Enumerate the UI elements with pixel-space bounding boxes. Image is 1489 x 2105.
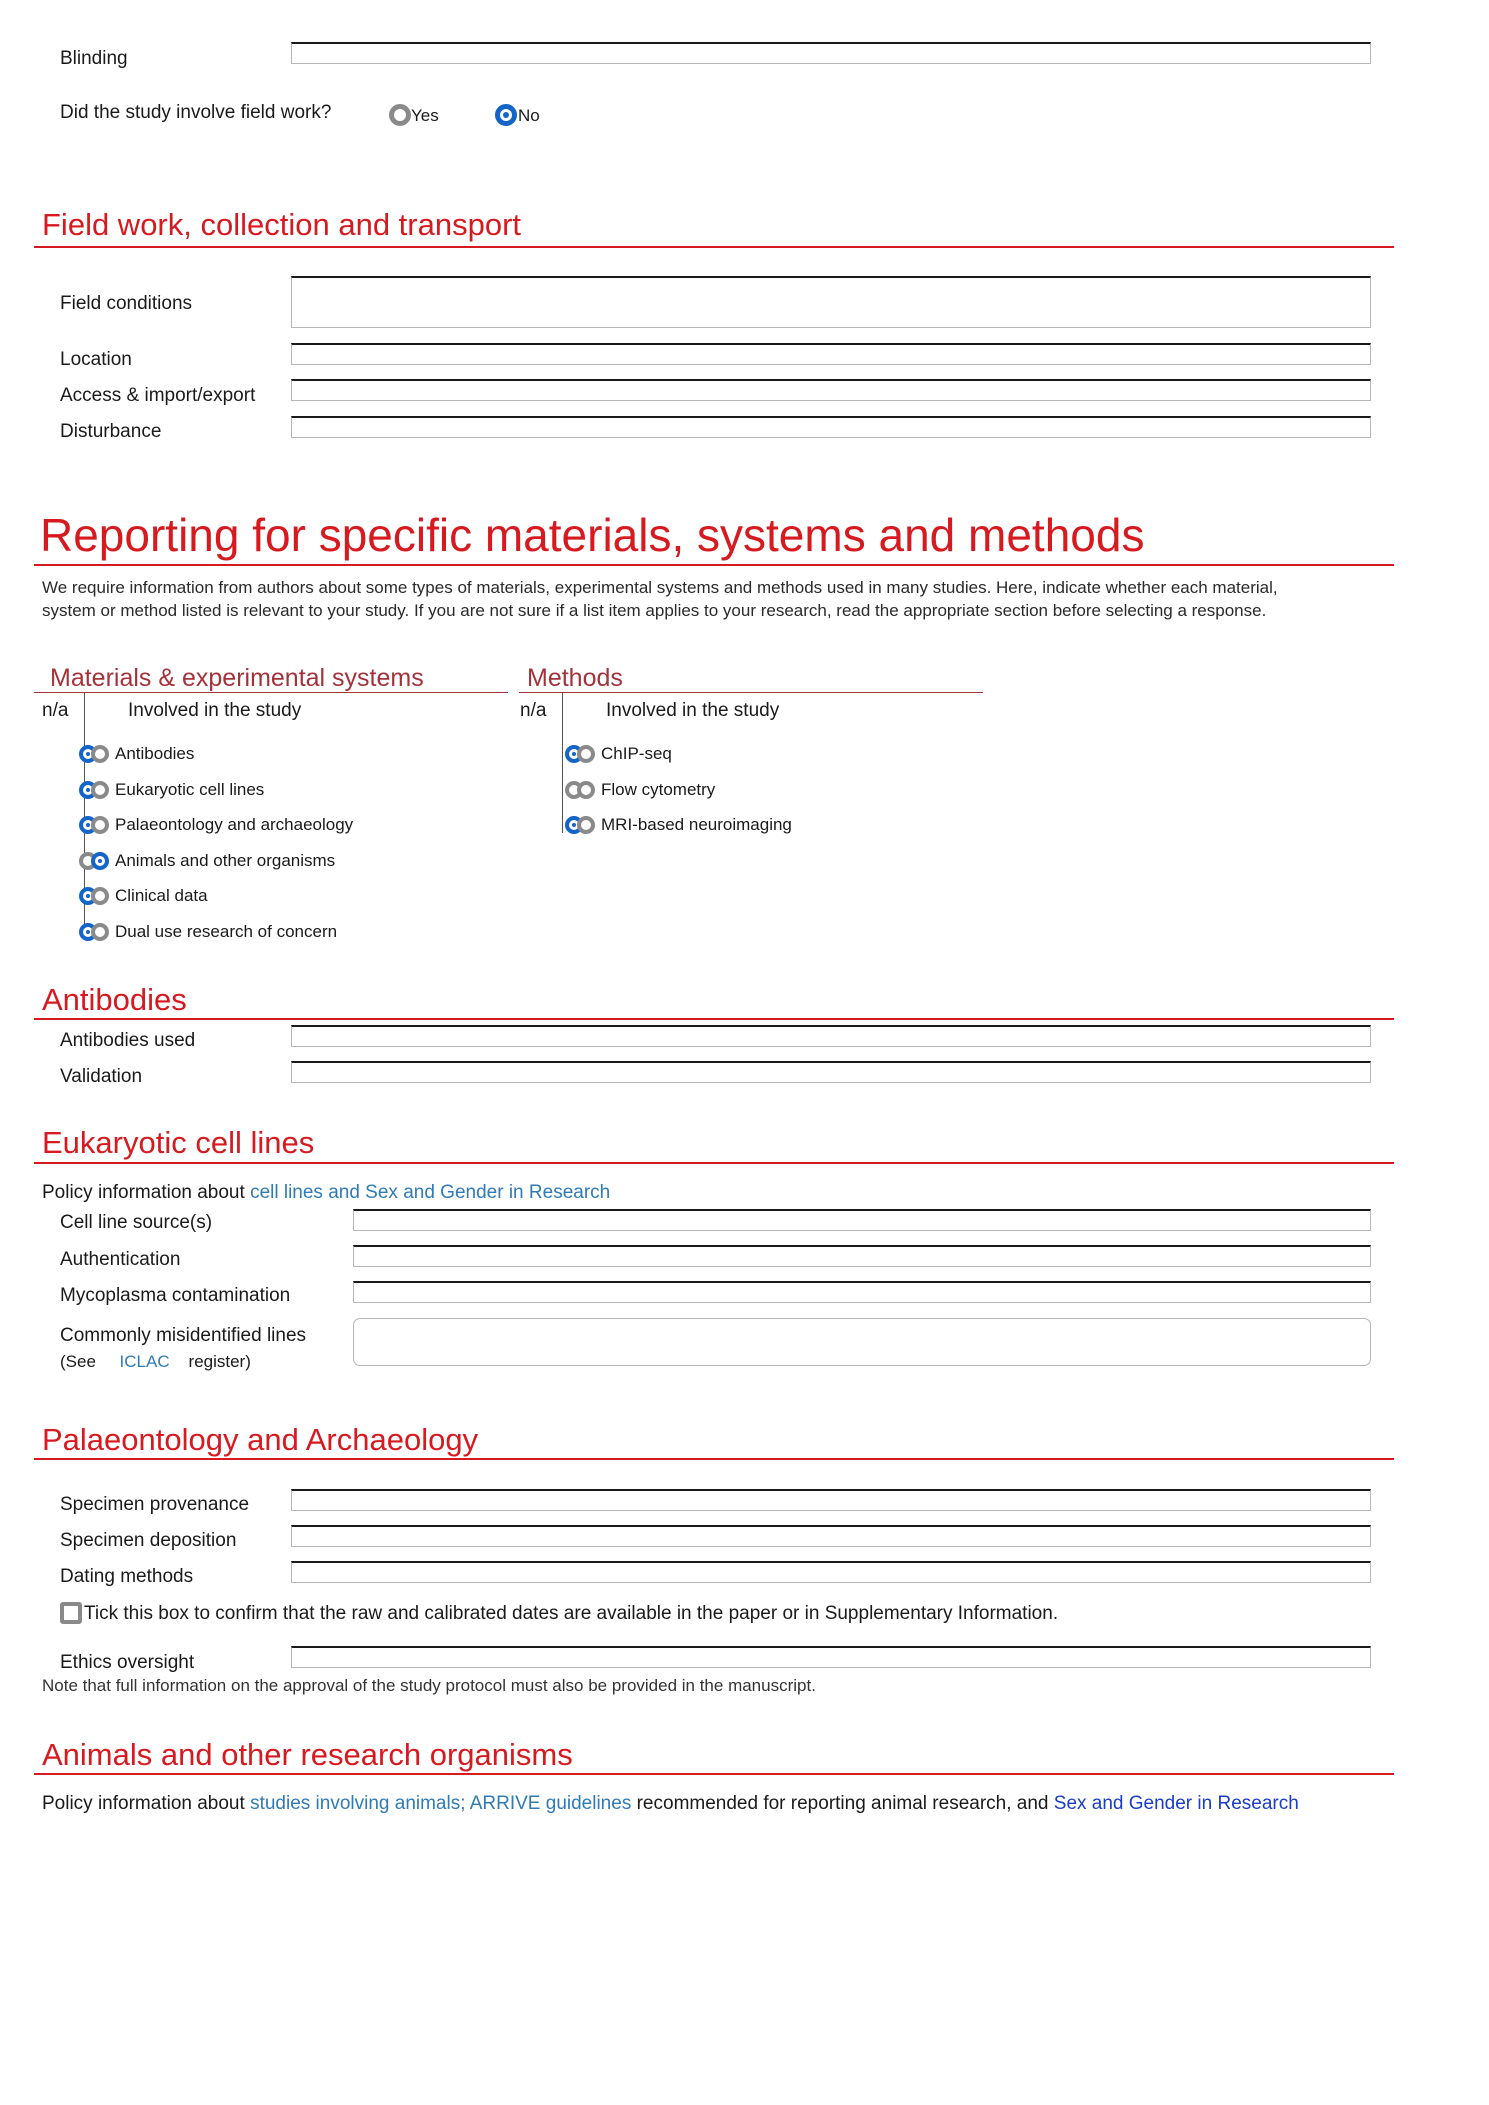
access-label: Access & import/export xyxy=(60,385,256,406)
methods-involved-header: Involved in the study xyxy=(606,700,780,721)
access-field[interactable] xyxy=(291,379,1371,401)
location-field[interactable] xyxy=(291,343,1371,365)
field-conditions-field[interactable] xyxy=(291,276,1371,328)
reporting-rule xyxy=(34,564,1394,566)
deposition-label: Specimen deposition xyxy=(60,1530,237,1551)
iclac-link[interactable]: ICLAC xyxy=(119,1352,170,1371)
animals-title: Animals and other research organisms xyxy=(42,1737,573,1772)
methods-title: Methods xyxy=(527,664,623,692)
cell-lines-policy-prefix: Policy information about xyxy=(42,1182,251,1203)
disturbance-label: Disturbance xyxy=(60,421,162,442)
mycoplasma-label: Mycoplasma contamination xyxy=(60,1285,291,1306)
palaeo-rule xyxy=(34,1458,1394,1460)
dating-field[interactable] xyxy=(291,1561,1371,1583)
reporting-intro-line2: system or method listed is relevant to your study. If you are not sure if a list item applies to your research, read the appropriate section before selecting a response. xyxy=(42,601,1267,620)
location-label: Location xyxy=(60,349,132,370)
fieldwork-title: Field work, collection and transport xyxy=(42,207,522,242)
list-item-label: MRI-based neuroimaging xyxy=(601,815,792,835)
palaeo-title: Palaeontology and Archaeology xyxy=(42,1422,479,1457)
misidentified-field[interactable] xyxy=(353,1318,1371,1366)
cell-lines-rule xyxy=(34,1162,1394,1164)
field-conditions-label: Field conditions xyxy=(60,293,193,314)
iclac-suffix: register) xyxy=(188,1352,251,1371)
iclac-prefix: (See xyxy=(60,1352,96,1371)
list-item-label: Palaeontology and archaeology xyxy=(115,815,354,835)
reporting-intro-line1: We require information from authors about some types of materials, experimental systems and methods used in many studies. Here, indicate whether each material, xyxy=(42,578,1278,597)
involved-radio[interactable] xyxy=(577,745,595,763)
methods-divider xyxy=(562,693,563,833)
list-item-label: Dual use research of concern xyxy=(115,922,338,941)
animals-rule xyxy=(34,1773,1394,1775)
blinding-field[interactable] xyxy=(291,42,1371,64)
blinding-label: Blinding xyxy=(60,48,128,69)
list-item-label: Antibodies xyxy=(115,744,195,763)
ethics-note: Note that full information on the approval of the study protocol must also be provided in the manuscript. xyxy=(42,1676,816,1695)
cell-lines-policy-link[interactable]: cell lines and Sex and Gender in Research xyxy=(250,1182,611,1203)
provenance-field[interactable] xyxy=(291,1489,1371,1511)
cell-lines-title: Eukaryotic cell lines xyxy=(42,1125,315,1160)
antibodies-rule xyxy=(34,1018,1394,1020)
mycoplasma-field[interactable] xyxy=(353,1281,1371,1303)
arrive-link[interactable]: studies involving animals; ARRIVE guidelines xyxy=(250,1793,632,1814)
methods-na-header: n/a xyxy=(520,700,547,721)
animals-policy-prefix: Policy information about xyxy=(42,1793,251,1814)
antibodies-title: Antibodies xyxy=(42,982,187,1017)
sex-gender-link[interactable]: Sex and Gender in Research xyxy=(1053,1793,1299,1814)
iclac-note xyxy=(60,1352,251,1372)
list-item-label: Animals and other organisms xyxy=(115,850,336,870)
list-item-label: Clinical data xyxy=(115,886,208,906)
list-item-label: Flow cytometry xyxy=(601,779,716,799)
authentication-field[interactable] xyxy=(353,1245,1371,1267)
fieldwork-no-radio[interactable] xyxy=(495,104,517,126)
fieldwork-question: Did the study involve field work? xyxy=(60,102,332,123)
authentication-label: Authentication xyxy=(60,1249,181,1270)
methods-rule xyxy=(519,692,983,693)
involved-radio[interactable] xyxy=(577,816,595,834)
animals-policy xyxy=(42,1793,1299,1815)
fieldwork-no-label: No xyxy=(518,106,540,125)
antibodies-used-label: Antibodies used xyxy=(60,1030,196,1051)
reporting-title: Reporting for specific materials, systems and methods xyxy=(40,509,1145,561)
fieldwork-rule xyxy=(34,246,1394,248)
reporting-intro xyxy=(42,576,1392,622)
list-item-label: Eukaryotic cell lines xyxy=(115,779,265,799)
cell-source-label: Cell line source(s) xyxy=(60,1212,213,1233)
involved-radio[interactable] xyxy=(91,781,109,799)
materials-rule xyxy=(34,692,508,693)
antibodies-used-field[interactable] xyxy=(291,1025,1371,1047)
involved-radio[interactable] xyxy=(577,781,595,799)
provenance-label: Specimen provenance xyxy=(60,1494,250,1515)
ethics-label: Ethics oversight xyxy=(60,1652,195,1673)
cell-source-field[interactable] xyxy=(353,1209,1371,1231)
list-item-label: ChIP-seq xyxy=(601,744,672,763)
misidentified-label: Commonly misidentified lines xyxy=(60,1325,307,1346)
animals-policy-middle: recommended for reporting animal research, and xyxy=(631,1793,1054,1814)
dates-confirm-checkbox[interactable] xyxy=(60,1602,82,1624)
disturbance-field[interactable] xyxy=(291,416,1371,438)
involved-radio[interactable] xyxy=(91,887,109,905)
materials-title: Materials & experimental systems xyxy=(50,664,424,692)
cell-lines-policy xyxy=(42,1182,610,1204)
fieldwork-yes-label: Yes xyxy=(411,106,439,125)
involved-radio[interactable] xyxy=(91,852,109,870)
ethics-field[interactable] xyxy=(291,1646,1371,1668)
fieldwork-yes-radio[interactable] xyxy=(389,104,411,126)
involved-radio[interactable] xyxy=(91,923,109,941)
deposition-field[interactable] xyxy=(291,1525,1371,1547)
involved-radio[interactable] xyxy=(91,816,109,834)
dates-confirm-text: Tick this box to confirm that the raw and calibrated dates are available in the paper or in Supplementary Information. xyxy=(84,1603,1059,1624)
validation-label: Validation xyxy=(60,1066,143,1087)
involved-radio[interactable] xyxy=(91,745,109,763)
materials-involved-header: Involved in the study xyxy=(128,700,302,721)
validation-field[interactable] xyxy=(291,1061,1371,1083)
dating-label: Dating methods xyxy=(60,1566,194,1587)
materials-na-header: n/a xyxy=(42,700,69,721)
